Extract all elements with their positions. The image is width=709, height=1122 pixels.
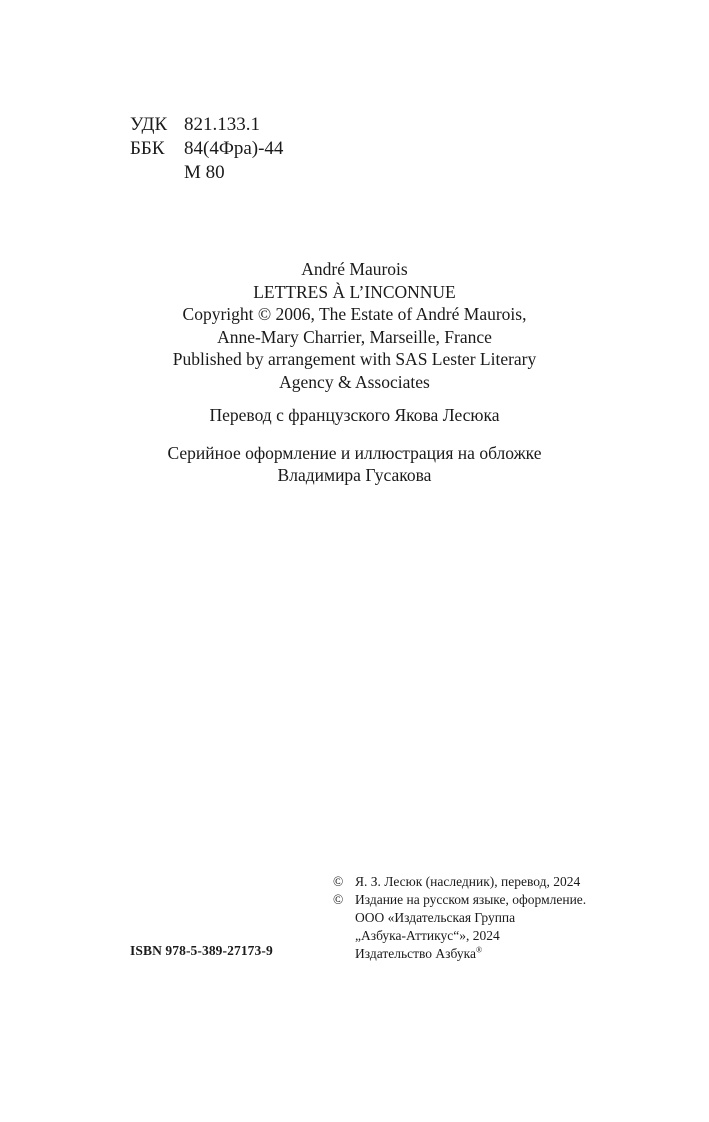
rights-edition-row-2 [333, 909, 586, 927]
publisher-name: Издательство Азбука [355, 946, 476, 961]
bbk-row [130, 137, 283, 161]
rights-edition-row [333, 891, 586, 909]
rights-publisher [355, 945, 482, 963]
design-credit [0, 442, 709, 486]
translator-credit [0, 404, 709, 426]
copyright-holder-line: Anne-Mary Charrier, Marseille, France [217, 326, 492, 347]
original-copyright [0, 258, 709, 393]
rights-edition-line-1: Издание на русском языке, оформление. [355, 892, 587, 907]
udk-value: 821.133.1 [184, 114, 260, 135]
original-title: LETTRES À L’INCONNUE [253, 281, 456, 302]
copyright-line: Copyright © 2006, The Estate of André Maurois, [182, 304, 527, 324]
copyright-symbol-1: © [333, 874, 344, 889]
rights-translation-row [333, 873, 586, 891]
bbk-value: 84(4Фра)-44 [184, 138, 284, 159]
author-mark-row [130, 161, 283, 185]
registered-trademark: ® [475, 945, 483, 955]
rights-edition-line-3: „Азбука-Аттикус“», 2024 [355, 928, 500, 943]
copyright-symbol-2: © [333, 892, 344, 907]
design-line-1: Серийное оформление и иллюстрация на обложке [167, 443, 542, 463]
classification-codes [130, 113, 283, 185]
design-line-2: Владимира Гусакова [277, 465, 432, 485]
rights-edition-row-3 [333, 927, 586, 945]
rights-translation: Я. З. Лесюк (наследник), перевод, 2024 [355, 874, 581, 889]
author-mark-value: М 80 [184, 162, 225, 183]
rights-edition-line-2: ООО «Издательская Группа [355, 910, 516, 925]
rights-edition-row-4 [333, 945, 586, 963]
author-mark-key [130, 161, 184, 185]
bbk-key: ББК [130, 138, 165, 159]
translator-line: Перевод с французского Якова Лесюка [209, 405, 500, 425]
udk-key: УДК [130, 114, 168, 135]
isbn: ISBN 978-5-389-27173-9 [130, 943, 273, 958]
russian-rights [333, 873, 586, 963]
arrangement-line: Published by arrangement with SAS Lester Literary [172, 349, 537, 369]
original-author: André Maurois [301, 259, 408, 279]
agency-line: Agency & Associates [279, 371, 430, 392]
udk-row [130, 113, 283, 137]
